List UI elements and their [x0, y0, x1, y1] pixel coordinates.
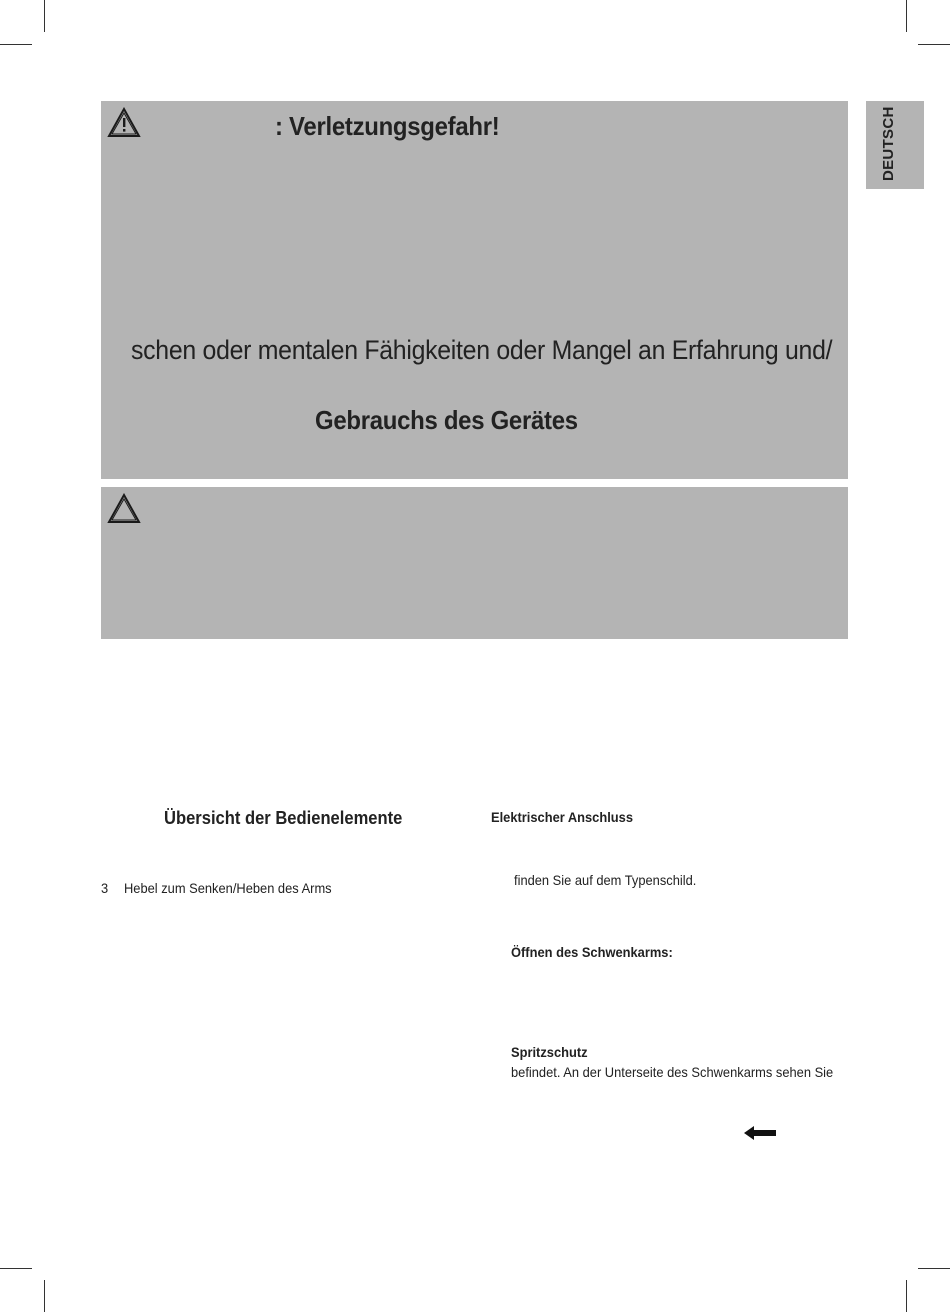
warning-text-line: schen oder mentalen Fähigkeiten oder Mangel an Erfahrung und/ [131, 335, 833, 365]
warning-text-bold-line: Gebrauchs des Gerätes [315, 405, 578, 435]
crop-mark [918, 1268, 950, 1269]
crop-mark [0, 1268, 32, 1269]
warning-box-caution [101, 487, 848, 639]
warning-box-injury [101, 101, 848, 479]
arrow-left-icon [744, 1125, 778, 1141]
crop-mark [918, 44, 950, 45]
crop-mark [44, 0, 45, 32]
splash-guard-text: befindet. An der Unterseite des Schwenkarms sehen Sie [511, 1064, 834, 1080]
typenschild-text: finden Sie auf dem Typenschild. [514, 872, 697, 888]
subheading-open-arm: Öffnen des Schwenkarms: [511, 944, 673, 960]
crop-mark [44, 1280, 45, 1312]
section-title-electrical: Elektrischer Anschluss [491, 809, 633, 825]
language-tab-label: DEUTSCH [880, 106, 897, 181]
crop-mark [906, 1280, 907, 1312]
subheading-splash-guard: Spritzschutz [511, 1044, 588, 1060]
crop-mark [0, 44, 32, 45]
section-title-controls: Übersicht der Bedienelemente [164, 808, 403, 828]
control-item-number: 3 [101, 880, 109, 896]
warning-heading: : Verletzungsgefahr! [275, 111, 500, 141]
control-item-label: Hebel zum Senken/Heben des Arms [124, 880, 332, 896]
crop-mark [906, 0, 907, 32]
language-tab [866, 101, 924, 189]
warning-triangle-icon [107, 107, 141, 139]
warning-triangle-icon [107, 493, 141, 525]
